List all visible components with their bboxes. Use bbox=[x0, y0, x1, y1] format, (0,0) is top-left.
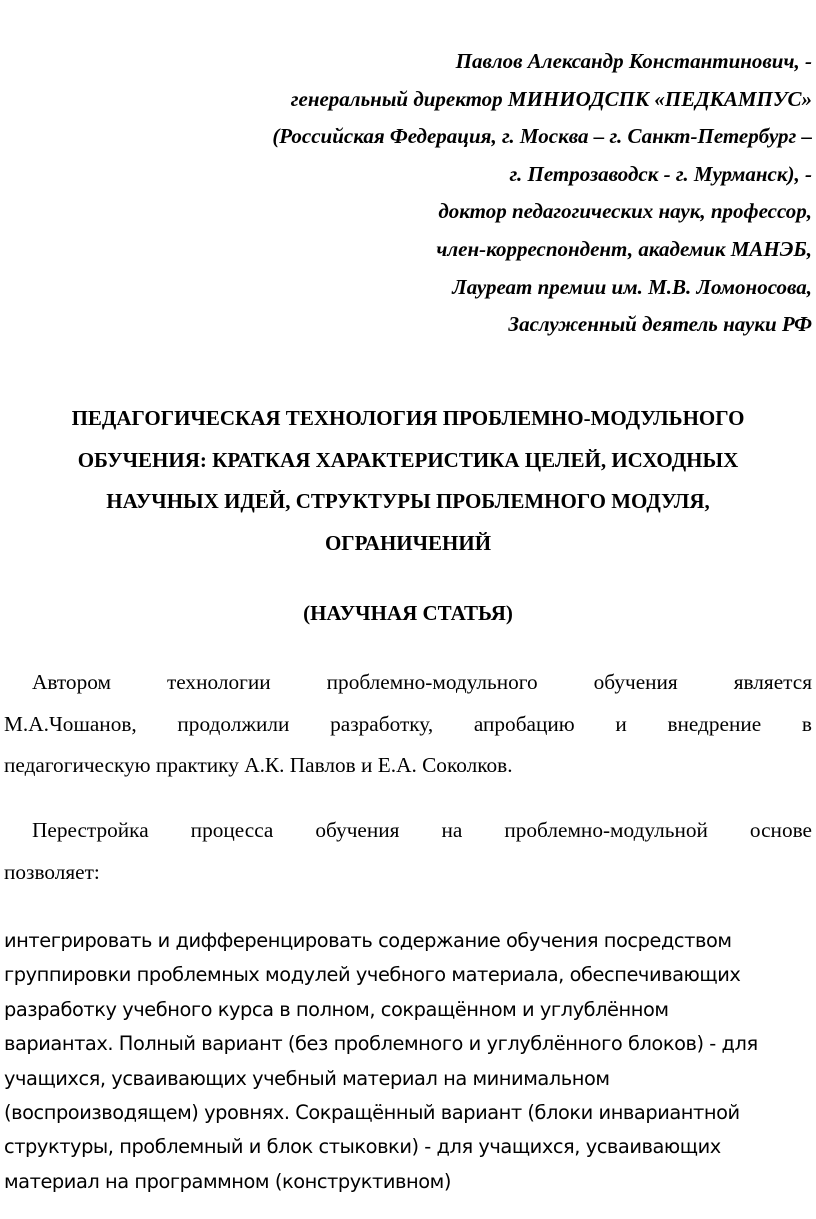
paragraph-line: разработку учебного курса в полном, сокращённом и углублённом bbox=[4, 997, 669, 1021]
paragraph-line bbox=[4, 662, 812, 704]
author-honorary-title: Заслуженный деятель науки РФ bbox=[508, 312, 812, 337]
article-title bbox=[4, 398, 812, 564]
title-line: ОГРАНИЧЕНИЙ bbox=[324, 530, 492, 555]
word: разработку, bbox=[330, 711, 434, 736]
word: продолжили bbox=[177, 711, 290, 736]
author-degree: доктор педагогических наук, профессор, bbox=[438, 199, 812, 224]
paragraph-line bbox=[4, 810, 812, 852]
word: проблемно-модульного bbox=[326, 670, 538, 694]
paragraph-line: интегрировать и дифференцировать содержание обучения посредством bbox=[4, 929, 732, 952]
word: проблемно-модульной bbox=[504, 818, 708, 842]
article-subtitle: (НАУЧНАЯ СТАТЬЯ) bbox=[303, 601, 513, 625]
author-location-line-2: г. Петрозаводск - г. Мурманск), - bbox=[509, 161, 812, 186]
paragraph-line bbox=[4, 704, 812, 746]
title-line: НАУЧНЫХ ИДЕЙ, СТРУКТУРЫ ПРОБЛЕМНОГО МОДУЛЯ, bbox=[106, 489, 710, 513]
paragraph-intro bbox=[4, 662, 812, 787]
title-line: ПЕДАГОГИЧЕСКАЯ ТЕХНОЛОГИЯ ПРОБЛЕМНО-МОДУЛЬНОГО bbox=[71, 406, 745, 430]
author-location-line-1: (Российская Федерация, г. Москва – г. Санкт-Петербург – bbox=[272, 124, 812, 149]
word: основе bbox=[749, 818, 812, 842]
paragraph-integration bbox=[4, 924, 812, 1199]
word: на bbox=[441, 818, 463, 842]
word: обучения bbox=[593, 670, 678, 694]
paragraph-line: вариантах. Полный вариант (без проблемного и углублённого блоков) - для bbox=[4, 1032, 758, 1056]
word: апробацию bbox=[473, 711, 575, 736]
word: и bbox=[615, 711, 627, 736]
paragraph-line: (воспроизводящем) уровнях. Сокращённый вариант (блоки инвариантной bbox=[4, 1101, 740, 1125]
word: обучения bbox=[315, 818, 400, 842]
title-line: ОБУЧЕНИЯ: КРАТКАЯ ХАРАКТЕРИСТИКА ЦЕЛЕЙ, ИСХОДНЫХ bbox=[77, 447, 739, 472]
paragraph-line: группировки проблемных модулей учебного материала, обеспечивающих bbox=[4, 963, 741, 987]
paragraph-line: педагогическую практику А.К. Павлов и Е.А. Соколков. bbox=[4, 753, 513, 777]
paragraph-line: позволяет: bbox=[4, 859, 100, 884]
word: Перестройка bbox=[32, 818, 149, 842]
word: технологии bbox=[166, 670, 271, 694]
word: является bbox=[733, 670, 812, 694]
word: М.А.Чошанов, bbox=[4, 711, 137, 736]
word: в bbox=[801, 711, 812, 736]
paragraph-line: структуры, проблемный и блок стыковки) - для учащихся, усваивающих bbox=[4, 1135, 721, 1159]
word: внедрение bbox=[667, 711, 762, 736]
author-membership: член-корреспондент, академик МАНЭБ, bbox=[436, 236, 812, 261]
author-award: Лауреат премии им. М.В. Ломоносова, bbox=[452, 274, 812, 299]
author-block bbox=[112, 43, 812, 344]
author-name: Павлов Александр Константинович, - bbox=[455, 49, 812, 73]
paragraph-restructuring bbox=[4, 810, 812, 893]
word: процесса bbox=[190, 818, 274, 842]
paragraph-line: учащихся, усваивающих учебный материал на минимальном bbox=[4, 1066, 610, 1090]
paragraph-line: материал на программном (конструктивном) bbox=[4, 1169, 451, 1193]
author-position: генеральный директор МИНИОДСПК «ПЕДКАМПУС» bbox=[290, 86, 812, 111]
word: Автором bbox=[32, 670, 111, 694]
